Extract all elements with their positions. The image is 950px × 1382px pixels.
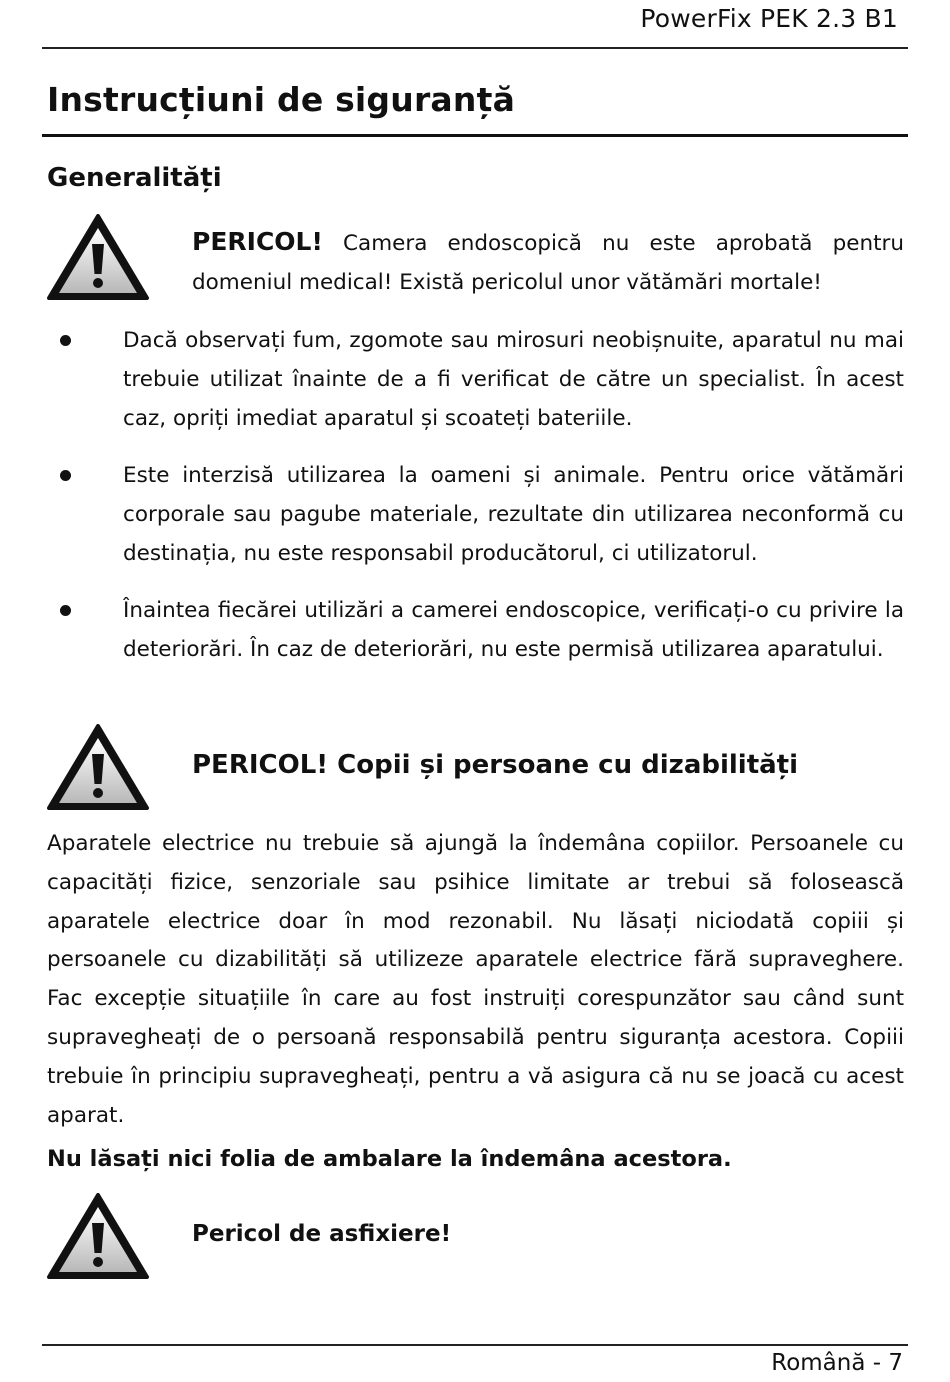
warning-triangle-icon: [46, 214, 150, 302]
list-item-text: Înaintea fiecărei utilizări a camerei endoscopice, verificați-o cu privire la deteriorări. În caz de deteriorări, nu este permisă utilizarea aparatului.: [123, 598, 904, 662]
bullet-icon: [60, 605, 71, 616]
warning-triangle-icon: [46, 1193, 150, 1281]
warning-label: PERICOL!: [192, 227, 323, 256]
header-product-name: PowerFix PEK 2.3 B1: [640, 4, 898, 33]
warning-text: Camera endoscopică nu este aprobată pentru domeniul medical! Există pericolul unor vătămări mortale!: [192, 231, 904, 295]
list-item: [47, 321, 904, 438]
header-divider: [42, 47, 908, 49]
section-heading-children: PERICOL! Copii și persoane cu dizabilități: [192, 750, 799, 780]
asphyxiation-warning: Pericol de asfixiere!: [192, 1221, 452, 1247]
packaging-warning: Nu lăsați nici folia de ambalare la îndemâna acestora.: [47, 1146, 732, 1172]
children-paragraph: Aparatele electrice nu trebuie să ajungă la îndemâna copiilor. Persoanele cu capacități fizice, senzoriale sau psihice limitate ar trebui să folosească aparatele electrice doar în mod rezonabil. Nu lăsați niciodată copiii și persoanele cu dizabilități să utilizeze aparatele electrice fără supraveghere. Fac excepție situațiile în care au fost instruiți corespunzător sau când sunt supravegheați de o persoană responsabilă pentru siguranța acestora. Copiii trebuie în principiu supravegheați, pentru a vă asigura că nu se joacă cu acest aparat.: [47, 831, 904, 1128]
page-title: Instrucțiuni de siguranță: [47, 80, 516, 119]
safety-bullet-list: [47, 321, 904, 669]
footer-divider: [42, 1344, 908, 1346]
section-heading-general: Generalități: [47, 163, 222, 193]
list-item: [47, 456, 904, 573]
list-item-text: Dacă observați fum, zgomote sau mirosuri neobișnuite, aparatul nu mai trebuie utilizat înainte de a fi verificat de către un specialist. În acest caz, opriți imediat aparatul și scoateți bateriile.: [123, 328, 904, 431]
bullet-icon: [60, 470, 71, 481]
page-number: Română - 7: [771, 1350, 903, 1376]
list-item-text: Este interzisă utilizarea la oameni și animale. Pentru orice vătămări corporale sau pagube materiale, rezultate din utilizarea neconformă cu destinația, nu este responsabil producătorul, ci utilizatorul.: [123, 463, 904, 566]
warning-triangle-icon: [46, 724, 150, 812]
list-item: [47, 591, 904, 669]
title-divider: [42, 134, 908, 137]
warning-general: [192, 222, 904, 302]
bullet-icon: [60, 335, 71, 346]
